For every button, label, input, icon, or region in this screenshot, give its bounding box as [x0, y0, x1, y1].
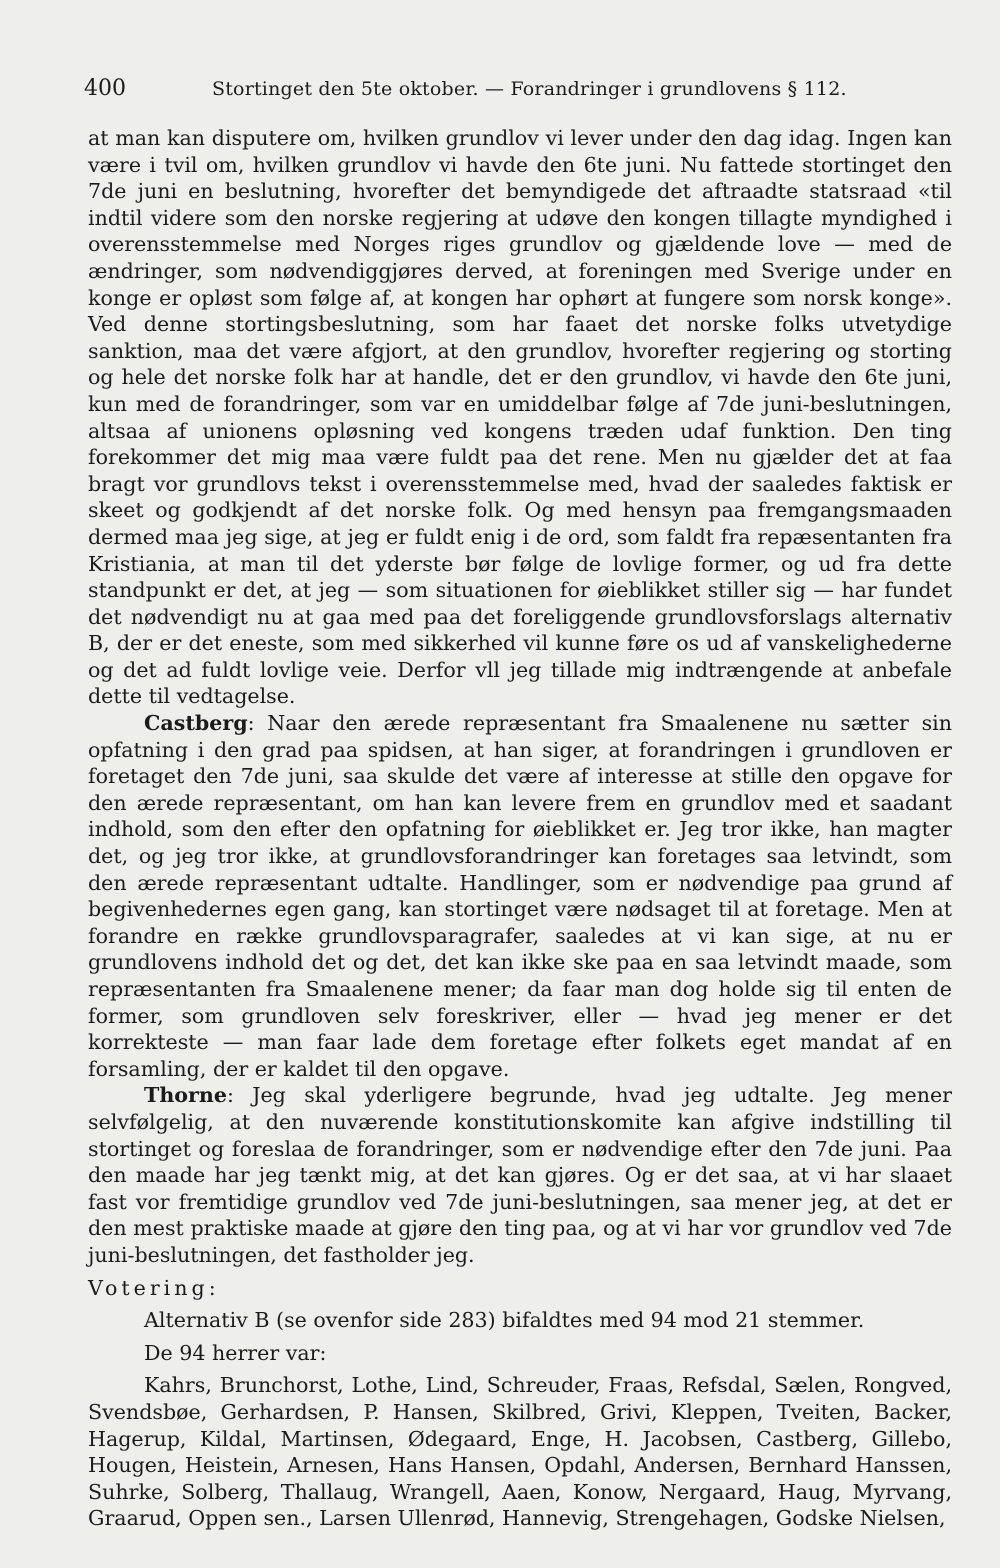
paragraph-continuation: at man kan disputere om, hvilken grundlov vi lever under den dag idag. Ingen kan være i tvil om, hvilken grundlov vi havde den 6te juni. Nu fattede stortinget den 7de juni en beslutning, hvorefter det bemyndigede det aftraadte statsraad «til indtil videre som den norske regjering at udøve den kongen tillagte myndighed i overensstemmelse med Norges riges grundlov og gjældende love — med de ændringer, som nødvendiggjøres derved, at foreningen med Sverige under en konge er opløst som følge af, at kongen har ophørt at fungere som norsk konge». Ved denne stortingsbeslutning, som har faaet det norske folks utvetydige sanktion, maa det være afgjort, at den grundlov, hvorefter regjering og storting og hele det norske folk har at handle, det er den grundlov, vi havde den 6te juni, kun med de forandringer, som var en umiddelbar følge af 7de juni-beslutningen, altsaa af unionens opløsning ved kongens træden udaf funktion. Den ting forekommer det mig maa være fuldt paa det rene. Men nu gjælder det at faa bragt vor grundlovs tekst i overensstemmelse med, hvad der saaledes faktisk er skeet og godkjendt af det norske folk. Og med hensyn paa fremgangsmaaden dermed maa jeg sige, at jeg er fuldt enig i de ord, som faldt fra repæsentanten fra Kristiania, at man til det yderste bør følge de lovlige former, og ud fra dette standpunkt er det, at jeg — som situationen for øieblikket stiller sig — har fundet det nødvendigt nu at gaa med paa det foreliggende grundlovsforslags alternativ B, der er det eneste, som med sikkerhed vil kunne føre os ud af vanskelighederne og det ad fuldt lovlige veie. Derfor vll jeg tillade mig indtrængende at anbefale dette til vedtagelse.	[88, 126, 952, 709]
names-intro: De 94 herrer var:	[144, 1340, 327, 1365]
votering-heading: Votering:	[88, 1275, 220, 1300]
page-number: 400	[84, 76, 126, 101]
running-head-title: Stortinget den 5te oktober. — Forandringer i grundlovens § 112.	[212, 78, 847, 100]
names-list: Kahrs, Brunchorst, Lothe, Lind, Schreuder, Fraas, Refsdal, Sælen, Rongved, Svendsbøe, Gerhardsen, P. Hansen, Skilbred, Grivi, Kleppen, Tveiten, Backer, Hagerup, Kildal, Martinsen, Ødegaard, Enge, H. Jacobsen, Castberg, Gillebo, Hougen, Heistein, Arnesen, Hans Hansen, Opdahl, Andersen, Bernhard Hanssen, Suhrke, Solberg, Thallaug, Wrangell, Aaen, Konow, Nergaard, Haug, Myrvang, Graarud, Oppen sen., Larsen Ullenrød, Hannevig, Strengehagen, Godske Nielsen,	[88, 1373, 952, 1531]
speech-castberg: : Naar den ærede repræsentant fra Smaalenene nu sætter sin opfatning i den grad paa spidsen, at han siger, at forandringen i grundloven er foretaget den 7de juni, saa skulde det være af interesse at stille den opgave for den ærede repræsentant, om han kan levere frem en grundlov med et saadant indhold, som den efter den opfatning for øieblikket er. Jeg tror ikke, han magter det, og jeg tror ikke, at grundlovsforandringer kan foretages saa letvindt, som den ærede repræsentant udtalte. Handlinger, som er nødvendige paa grund af begivenhedernes egen gang, kan stortinget være nødsaget til at foretage. Men at forandre en række grundlovsparagrafer, saaledes at vi kan sige, at nu er grundlovens indhold det og det, det kan ikke ske paa en saa letvindt maade, som repræsentanten fra Smaalenene mener; da faar man dog holde sig til enten de former, som grundloven selv foreskriver, eller — hvad jeg mener er det korrekteste — man faar lade dem foretage efter folkets eget mandat af en forsamling, der er kaldet til den opgave.	[88, 711, 952, 1081]
speaker-name-thorne: Thorne	[144, 1083, 227, 1108]
running-head	[84, 76, 952, 101]
speaker-name-castberg: Castberg	[144, 711, 248, 736]
paragraph-thorne	[88, 1082, 952, 1268]
speech-thorne: : Jeg skal yderligere begrunde, hvad jeg udtalte. Jeg mener selvfølgelig, at den nuværende konstitutionskomite kan afgive indstilling til stortinget og foreslaa de forandringer, som er nødvendige efter den 7de juni. Paa den maade har jeg tænkt mig, at det kan gjøres. Og er det saa, at vi har slaaet fast vor fremtidige grundlov ved 7de juni-beslutningen, saa mener jeg, at det er den mest praktiske maade at gjøre den ting paa, og at vi har vor grundlov ved 7de juni-beslutningen, det fastholder jeg.	[88, 1083, 952, 1267]
vote-result: Alternativ B (se ovenfor side 283) bifaldtes med 94 mod 21 stemmer.	[144, 1308, 865, 1333]
paragraph-castberg	[88, 710, 952, 1082]
body-text	[88, 125, 952, 1532]
